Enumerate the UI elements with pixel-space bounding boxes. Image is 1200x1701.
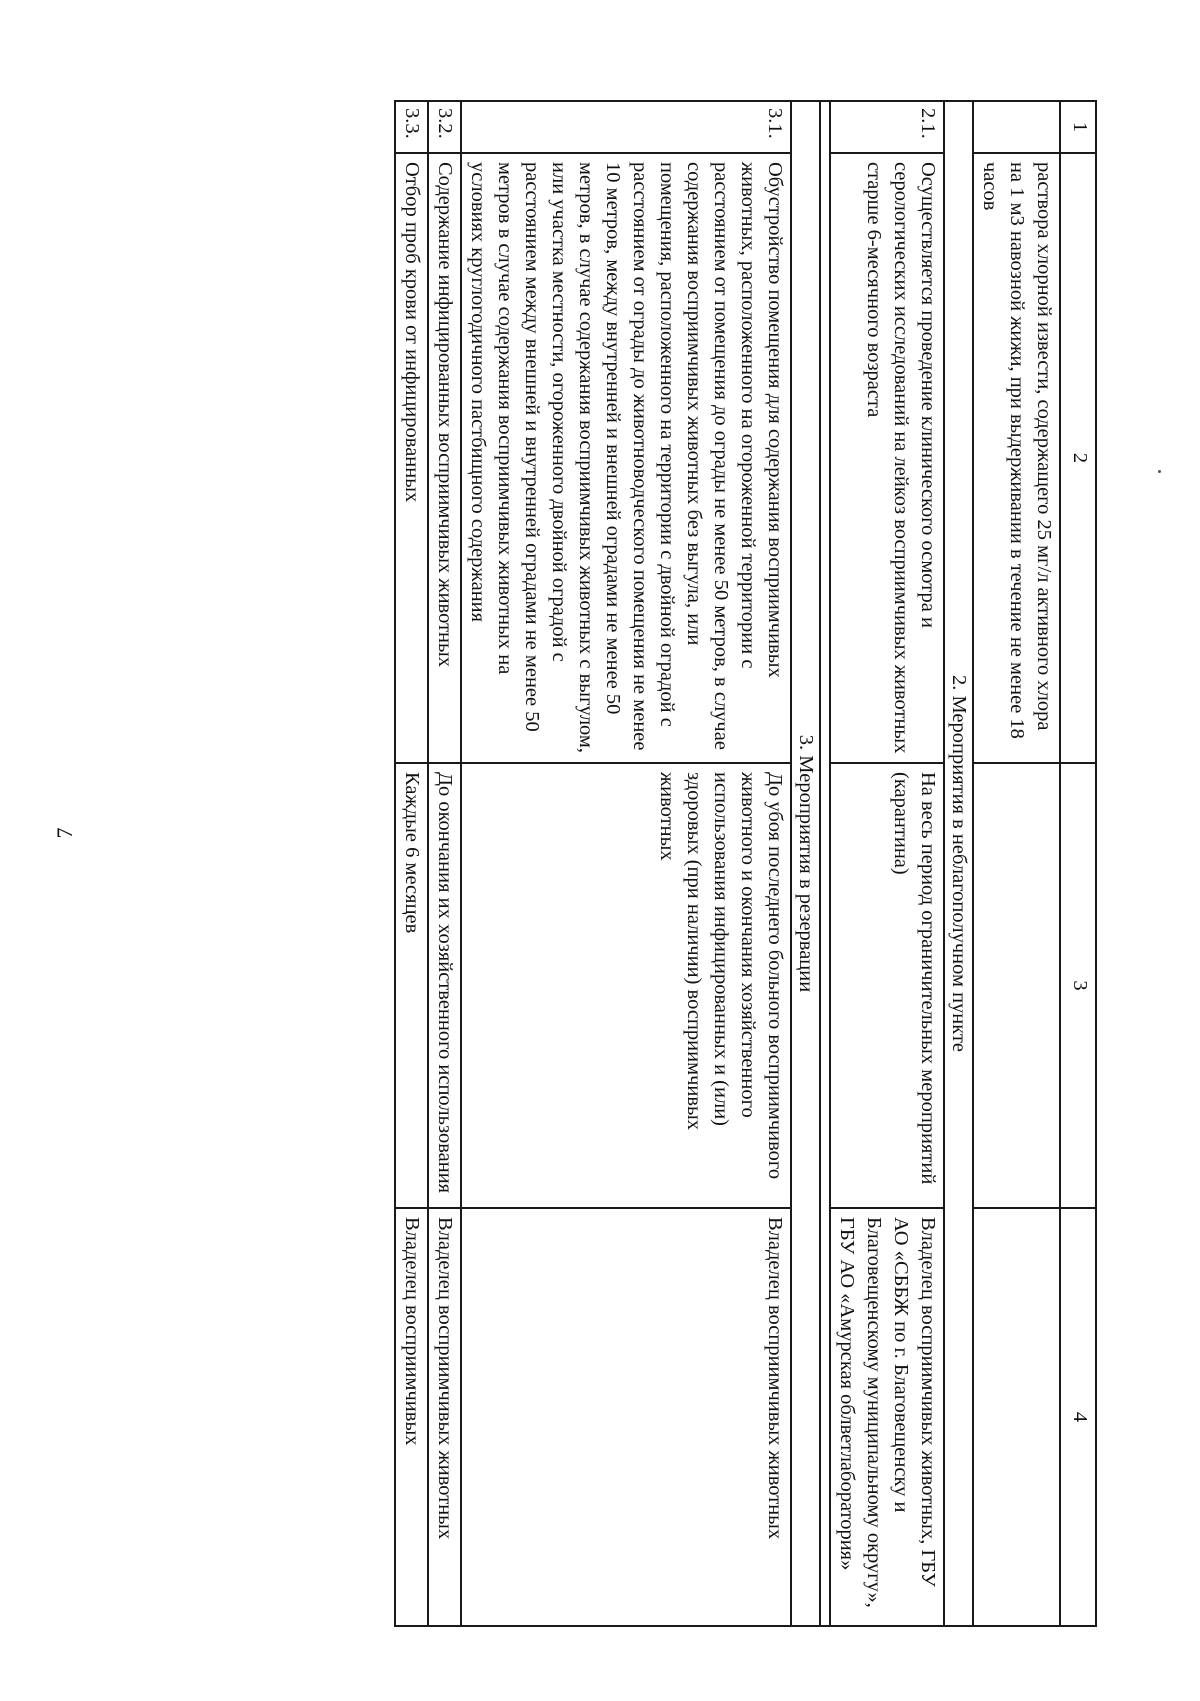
header-row: [1060, 101, 1096, 1626]
rotated-table-container: [137, 100, 1097, 1625]
header-col-3: 3: [1060, 763, 1096, 1208]
table-row-2-1: [830, 101, 944, 1626]
cell-number: 3.2.: [428, 101, 461, 153]
header-col-2: 2: [1060, 153, 1096, 763]
cell-responsible: Владелец восприимчивых животных: [461, 1208, 791, 1626]
cell-term: [973, 763, 1060, 1208]
cell-measure: раствора хлорной извести, содержащего 25 мг/л активного хлора на 1 м3 навозной жижи, при выдерживании в течение не менее 18 часов: [973, 153, 1060, 763]
cell-number: [973, 101, 1060, 153]
cell-responsible: [973, 1208, 1060, 1626]
gap-cell: [820, 101, 830, 1626]
header-col-4: 4: [1060, 1208, 1096, 1626]
cell-responsible: Владелец восприимчивых животных: [428, 1208, 461, 1626]
table-row-3-1: [461, 101, 791, 1626]
table-row-3-2: [428, 101, 461, 1626]
page-number: 7: [52, 827, 77, 839]
cell-measure: Содержание инфицированных восприимчивых животных: [428, 153, 461, 763]
cell-term: До убоя последнего больного восприимчивого животного и окончания хозяйственного использования инфицированных и (или) здоровых (при наличии) восприимчивых животных: [461, 763, 791, 1208]
cell-term: До окончания их хозяйственного использования: [428, 763, 461, 1208]
scan-speck: [1158, 470, 1161, 473]
section-2-title: 2. Мероприятия в неблагополучном пункте: [944, 101, 973, 1626]
cell-number: 3.1.: [461, 101, 791, 153]
table-row-3-3: [395, 101, 428, 1626]
measures-table: [394, 100, 1097, 1627]
section-3-title: 3. Мероприятия в резервации: [791, 101, 820, 1626]
section-2-header: [944, 101, 973, 1626]
section-3-header: [791, 101, 820, 1626]
cell-measure: Осуществляется проведение клинического осмотра и серологических исследований на лейкоз восприимчивых животных старше 6-месячного возраста: [830, 153, 944, 763]
cell-measure: Обустройство помещения для содержания восприимчивых животных, расположенного на огороженной территории с расстоянием от помещения до ограды не менее 50 метров, в случае содержания восприимчивых животных без выгула, или помещения, расположенного на территории с двойной оградой с расстоянием от ограды до животноводческого помещения не менее 10 метров, между внутренней и внешней оградами не менее 50 метров, в случае содержания восприимчивых животных с выгулом, или участка местности, огороженного двойной оградой с расстоянием между внешней и внутренней оградами не менее 50 метров в случае содержания восприимчивых животных на условиях круглогодичного пастбищного содержания: [461, 153, 791, 763]
continuation-row: [973, 101, 1060, 1626]
header-col-1: 1: [1060, 101, 1096, 153]
cell-measure: Отбор проб крови от инфицированных: [395, 153, 428, 763]
cell-number: 2.1.: [830, 101, 944, 153]
cell-responsible: Владелец восприимчивых: [395, 1208, 428, 1626]
cell-term: Каждые 6 месяцев: [395, 763, 428, 1208]
cell-number: 3.3.: [395, 101, 428, 153]
cell-responsible: Владелец восприимчивых животных, ГБУ АО «СББЖ по г. Благовещенску и Благовещенскому муниципальному округу», ГБУ АО «Амурская облветлаборатория»: [830, 1208, 944, 1626]
gap-row: [820, 101, 830, 1626]
cell-term: На весь период ограничительных мероприятий (карантина): [830, 763, 944, 1208]
